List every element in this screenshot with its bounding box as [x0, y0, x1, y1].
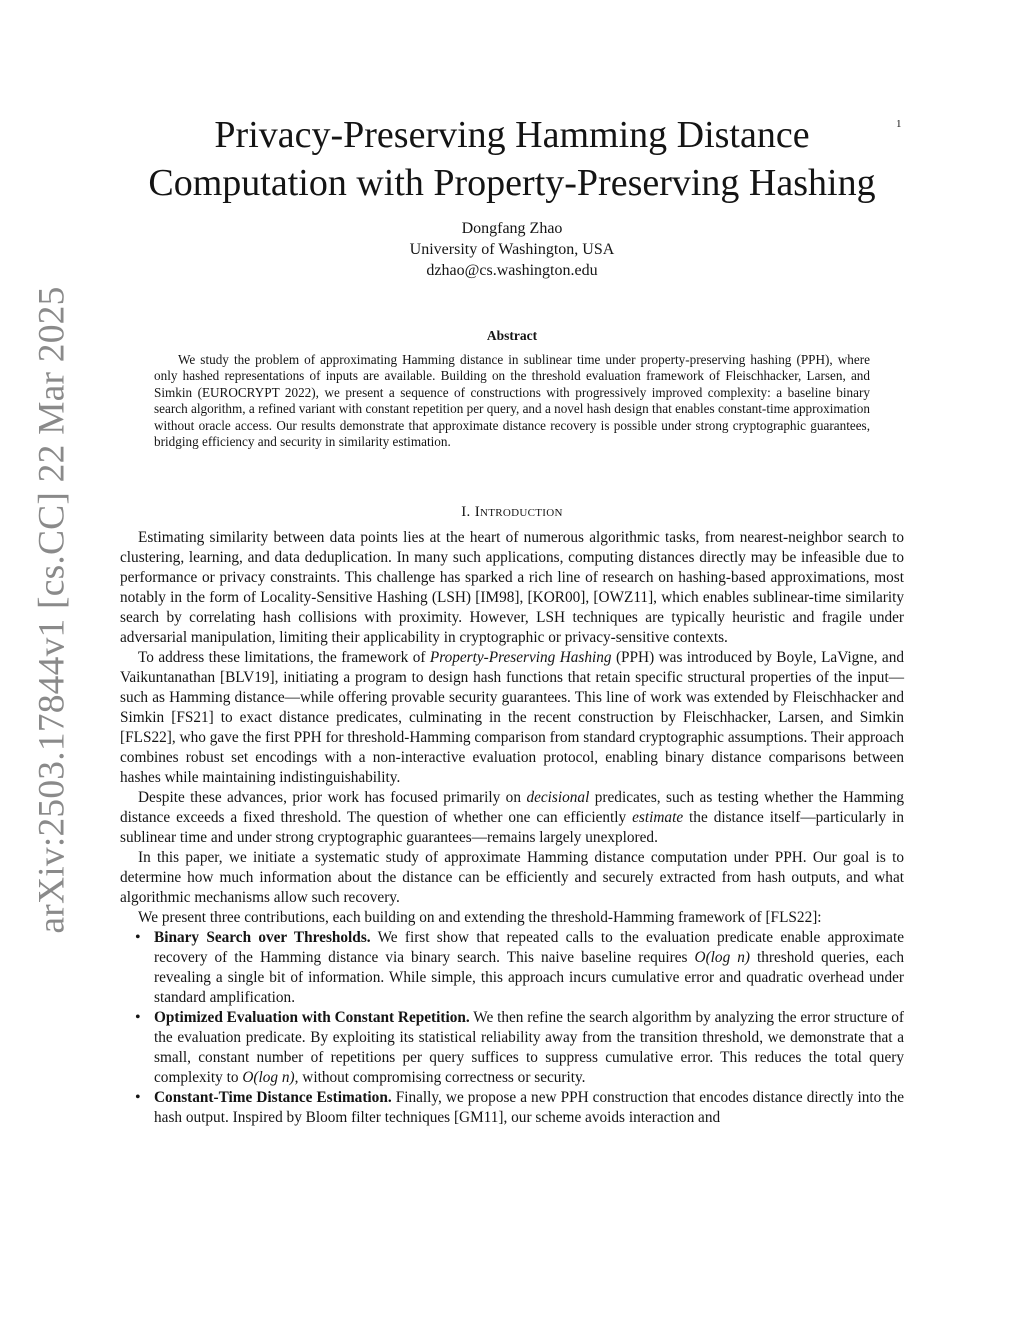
contributions-list [120, 928, 904, 1128]
paper-title [100, 111, 924, 207]
paragraph-1: Estimating similarity between data points lies at the heart of numerous algorithmic tasks, from nearest-neighbor search to clustering, learning, and data deduplication. In many such applications, computing distances directly may be infeasible due to performance or privacy constraints. This challenge has sparked a rich line of research on hashing-based approximations, most notably in the form of Locality-Sensitive Hashing (LSH) [IM98], [KOR00], [OWZ11], which enables sublinear-time similarity search by correlating hash collisions with proximity. However, LSH techniques are typically heuristic and fragile under adversarial manipulation, limiting their applicability in cryptographic or privacy-sensitive contexts. [120, 529, 904, 646]
page-number: 1 [896, 118, 902, 130]
introduction-body [120, 528, 904, 1128]
section-number: I. [461, 504, 471, 520]
term-estimate: estimate [632, 809, 684, 826]
arxiv-stamp: arXiv:2503.17844v1 [cs.CC] 22 Mar 2025 [31, 286, 73, 934]
title-line-2: Computation with Property-Preserving Hashing [148, 162, 876, 204]
section-heading [300, 504, 724, 521]
term-pph: Property-Preserving Hashing [429, 649, 612, 666]
author-name: Dongfang Zhao [461, 220, 563, 237]
contribution-item: • Optimized Evaluation with Constant Repetition. We then refine the search algorithm by analyzing the error structure of the evaluation predicate. By exploiting its statistical reliability away from the transition threshold, we demonstrate that a small, constant number of repetitions per query suffices to suppress cumulative error. This reduces the total query complexity to O(log n), without compromising correctness or security. [154, 1008, 904, 1088]
title-line-1: Privacy-Preserving Hamming Distance [214, 114, 810, 156]
paragraph-3: Despite these advances, prior work has focused primarily on decisional predicates, such as testing whether the Hamming distance exceeds a fixed threshold. The question of whether one can efficiently estimate the distance itself—particularly in sublinear time and under strong cryptographic guarantees—remains largely unexplored. [120, 789, 904, 846]
section-title: Introduction [474, 504, 563, 520]
abstract-heading: Abstract [486, 328, 538, 343]
paragraph-2: To address these limitations, the framework of Property-Preserving Hashing (PPH) was introduced by Boyle, LaVigne, and Vaikuntanathan [BLV19], initiating a program to design hash functions that retain specific structural properties of the input—such as Hamming distance—while offering provable security guarantees. This line of work was extended by Fleischhacker and Simkin [FS21] to exact distance predicates, culminating in the recent construction by Fleischhacker, Larsen, and Simkin [FLS22], who gave the first PPH for threshold-Hamming comparison from standard cryptographic assumptions. Their approach combines robust set encodings with a non-interactive evaluation protocol, enabling binary distance comparisons between hashes while maintaining indistinguishability. [120, 649, 904, 786]
paragraph-4: In this paper, we initiate a systematic study of approximate Hamming distance computation under PPH. Our goal is to determine how much information about the distance can be efficiently and securely extracted from hash outputs, and what algorithmic mechanisms allow such recovery. [120, 849, 904, 906]
term-decisional: decisional [526, 789, 590, 806]
paragraph-5: We present three contributions, each building on and extending the threshold-Hamming framework of [FLS22]: [138, 909, 822, 926]
author-email: dzhao@cs.washington.edu [426, 262, 598, 279]
author-block [300, 218, 724, 281]
author-affiliation: University of Washington, USA [409, 241, 615, 258]
abstract-text: We study the problem of approximating Hamming distance in sublinear time under property-preserving hashing (PPH), where only hashed representations of inputs are available. Building on the threshold evaluation framework of Fleischhacker, Larsen, and Simkin (EUROCRYPT 2022), we present a sequence of constructions with progressively improved complexity: a baseline binary search algorithm, a refined variant with constant repetition per query, and a novel hash design that enables constant-time approximation without oracle access. Our results demonstrate that approximate distance recovery is possible under strong cryptographic guarantees, bridging efficiency and security in similarity estimation. [154, 352, 870, 450]
contribution-item: • Constant-Time Distance Estimation. Finally, we propose a new PPH construction that encodes distance directly into the hash output. Inspired by Bloom filter techniques [GM11], our scheme avoids interaction and [154, 1088, 904, 1128]
math-expression: O(log n) [242, 1069, 295, 1086]
math-expression: O(log n) [694, 949, 750, 966]
contribution-item: • Binary Search over Thresholds. We first show that repeated calls to the evaluation predicate enable approximate recovery of the Hamming distance via binary search. This naive baseline requires O(log n) threshold queries, each revealing a single bit of information. While simple, this approach incurs cumulative error and quadratic overhead under standard amplification. [154, 928, 904, 1008]
